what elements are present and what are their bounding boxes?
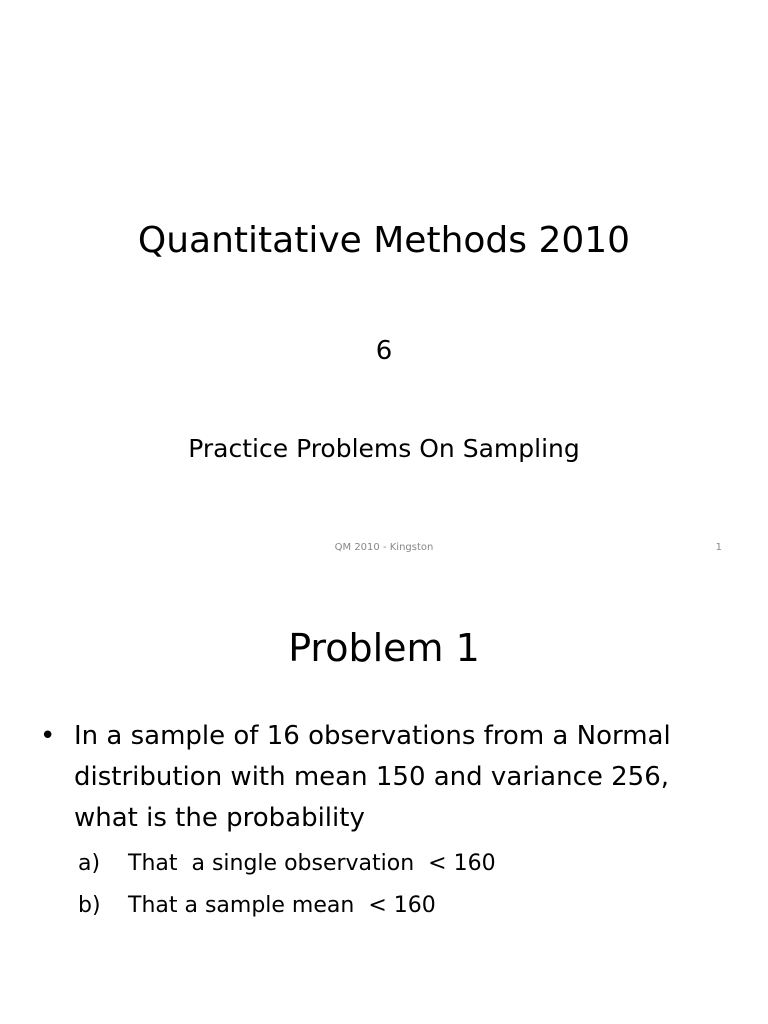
sub-item-text: That a single observation < 160 bbox=[128, 851, 496, 876]
slide-footer: QM 2010 - Kingston bbox=[334, 542, 434, 553]
problem-heading: Problem 1 bbox=[288, 626, 480, 670]
sub-item-text: That a sample mean < 160 bbox=[128, 893, 436, 918]
bullet-text: In a sample of 16 observations from a Normal distribution with mean 150 and variance 256, what is the probability bbox=[74, 721, 671, 833]
slide-subtitle: Practice Problems On Sampling bbox=[188, 434, 580, 463]
slide-problem-1 bbox=[0, 576, 768, 1024]
sub-item-b bbox=[78, 885, 730, 927]
problem-body bbox=[40, 716, 730, 927]
bullet-icon: • bbox=[40, 721, 56, 751]
sub-item-marker: b) bbox=[78, 893, 101, 918]
sub-item-marker: a) bbox=[78, 851, 101, 876]
lecture-number: 6 bbox=[375, 336, 393, 366]
slide-title-heading: Quantitative Methods 2010 bbox=[137, 220, 631, 261]
bullet-item bbox=[40, 716, 730, 839]
page-number: 1 bbox=[715, 542, 722, 553]
sub-list bbox=[40, 843, 730, 927]
sub-item-a bbox=[78, 843, 730, 885]
